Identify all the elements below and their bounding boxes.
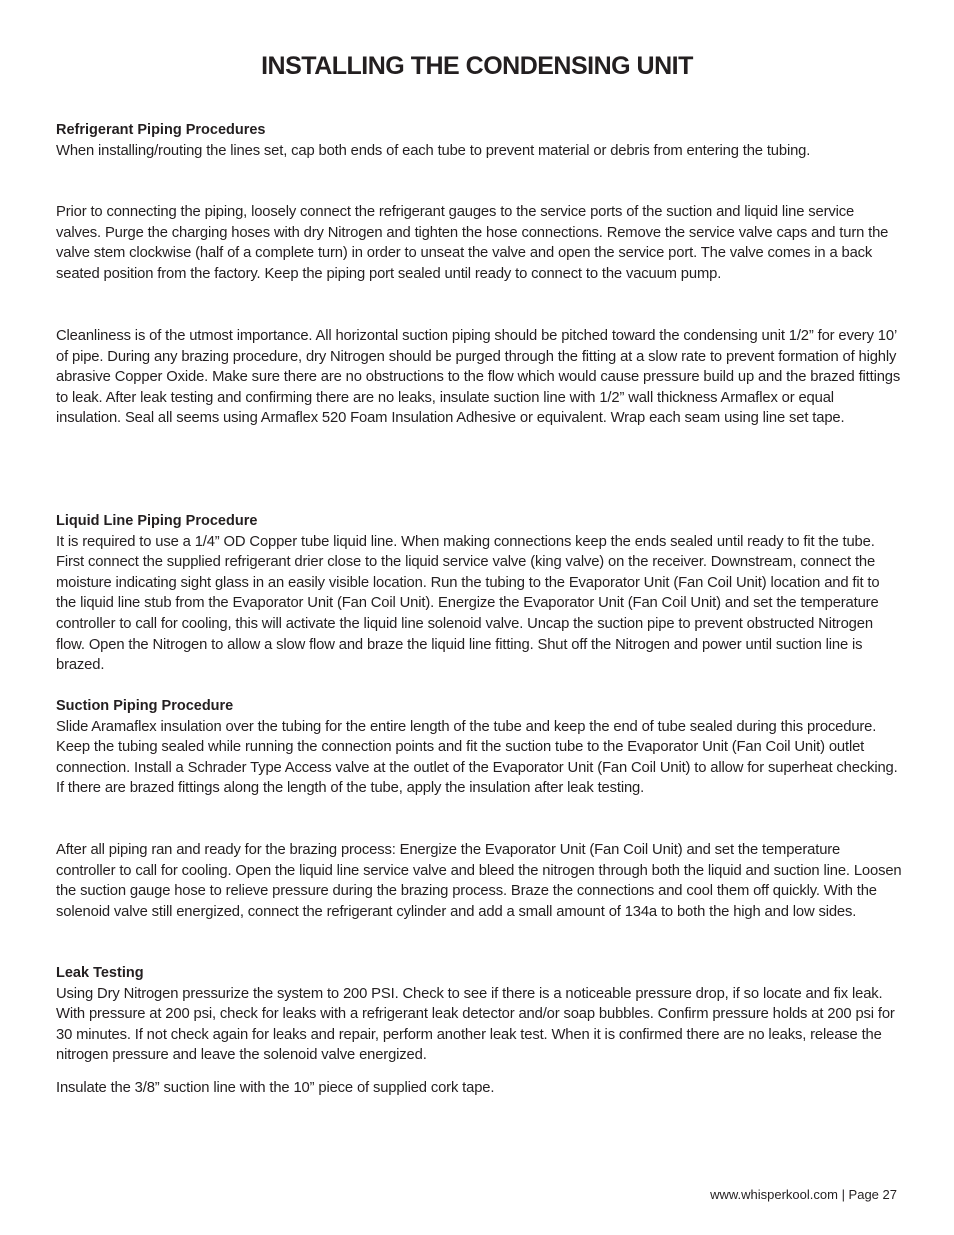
leak-testing-paragraph-1: Using Dry Nitrogen pressurize the system to 200 PSI. Check to see if there is a noticeable pressure drop, if so locate and fix leak. With pressure at 200 psi, check for leaks with a refrigerant leak detector and/or soap bubbles. Confirm pressure holds at 200 psi for 30 minutes. If not check again for leaks and repair, perform another leak test. When it is confirmed there are no leaks, release the nitrogen pressure and leave the solenoid valve energized. [56, 985, 895, 1064]
liquid-line-heading: Liquid Line Piping Procedure [56, 513, 258, 529]
leak-testing-paragraph-2: Insulate the 3/8” suction line with the 10” piece of supplied cork tape. [56, 1080, 495, 1096]
refrigerant-paragraph-1: When installing/routing the lines set, cap both ends of each tube to prevent material or debris from entering the tubing. [56, 142, 811, 159]
leak-testing-paragraph-2-block [56, 1078, 902, 1099]
leak-testing-heading: Leak Testing [56, 965, 144, 981]
refrigerant-paragraph-2: Prior to connecting the piping, loosely connect the refrigerant gauges to the service ports of the suction and liquid line service valves. Purge the charging hoses with dry Nitrogen and tighten the hose connections. Remove the service valve caps and turn the valve stem clockwise (half of a complete turn) in order to unseat the valve and open the service port. The valve comes in a back seated position from the factory. Keep the piping port sealed until ready to connect to the vacuum pump. [56, 204, 889, 282]
refrigerant-heading: Refrigerant Piping Procedures [56, 122, 266, 138]
refrigerant-paragraph-2-block [56, 202, 902, 284]
liquid-line-paragraph: It is required to use a 1/4” OD Copper tube liquid line. When making connections keep the ends sealed until ready to fit the tube. First connect the supplied refrigerant drier close to the liquid service valve (king valve) on the receiver. Downstream, connect the moisture indicating sight glass in an easily visible location. Run the tubing to the Evaporator Unit (Fan Coil Unit) location and fit to the liquid line stub from the Evaporator Unit (Fan Coil Unit). Energize the Evaporator Unit (Fan Coil Unit) and set the temperature controller to call for cooling, this will activate the liquid line solenoid valve. Uncap the suction pipe to prevent obstructed Nitrogen flow. Open the Nitrogen to allow a slow flow and braze the liquid line fitting. Shut off the Nitrogen and power until suction line is brazed. [56, 533, 880, 674]
suction-paragraph-1: Slide Aramaflex insulation over the tubing for the entire length of the tube and keep the end of tube sealed during this procedure. Keep the tubing sealed while running the connection points and fit the suction tube to the Evaporator Unit (Fan Coil Unit) outlet connection. Install a Schrader Type Access valve at the outlet of the Evaporator Unit (Fan Coil Unit) to allow for superheat checking. If there are brazed fittings along the length of the tube, apply the insulation after leak testing. [56, 718, 898, 797]
refrigerant-section [56, 120, 902, 161]
refrigerant-paragraph-3-block [56, 326, 902, 429]
suction-section [56, 696, 902, 799]
page-title: INSTALLING THE CONDENSING UNIT [261, 52, 693, 80]
liquid-line-section [56, 511, 902, 676]
refrigerant-paragraph-3: Cleanliness is of the utmost importance. All horizontal suction piping should be pitched toward the condensing unit 1/2” for every 10’ of pipe. During any brazing procedure, dry Nitrogen should be purged through the fitting at a slow rate to prevent formation of highly abrasive Copper Oxide. Make sure there are no obstructions to the flow which would cause pressure build up and the brazed fittings to leak. After leak testing and confirming there are no leaks, insulate suction line with 1/2” wall thickness Armaflex or equal insulation. Seal all seems using Armaflex 520 Foam Insulation Adhesive or equivalent. Wrap each seam using line set tape. [56, 328, 901, 427]
suction-heading: Suction Piping Procedure [56, 698, 234, 714]
leak-testing-section [56, 963, 902, 1066]
suction-paragraph-2-block [56, 840, 902, 922]
suction-paragraph-2: After all piping ran and ready for the brazing process: Energize the Evaporator Unit (Fan Coil Unit) and set the temperature controller to call for cooling. Open the liquid line service valve and bleed the nitrogen through both the liquid and suction line. Loosen the suction gauge hose to relieve pressure during the brazing process. Braze the connections and cool them off quickly. With the solenoid valve still energized, connect the refrigerant cylinder and add a small amount of 134a to both the high and low sides. [56, 842, 902, 920]
page-footer: www.whisperkool.com | Page 27 [710, 1187, 897, 1202]
